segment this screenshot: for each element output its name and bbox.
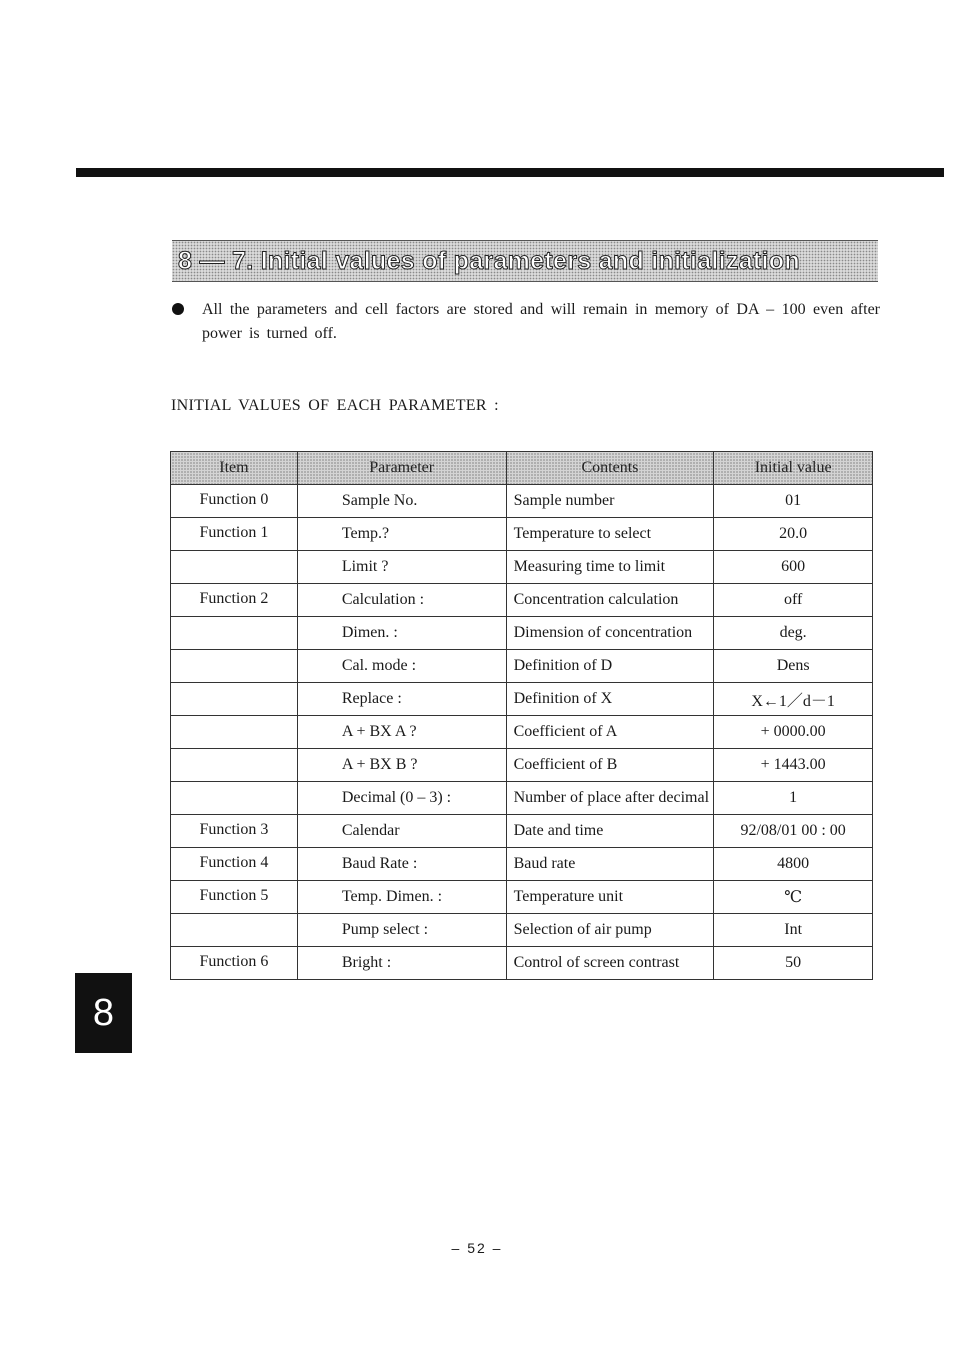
cell-parameter: Calendar <box>297 815 506 848</box>
table-row <box>171 947 873 980</box>
cell-initial-value: 92/08/01 00 : 00 <box>714 815 873 848</box>
cell-parameter: Calculation : <box>297 584 506 617</box>
cell-initial-value: Int <box>714 914 873 947</box>
table-row <box>171 848 873 881</box>
cell-item: Function 2 <box>171 584 298 617</box>
memory-note <box>172 298 880 346</box>
cell-item: Function 3 <box>171 815 298 848</box>
cell-initial-value: + 0000.00 <box>714 716 873 749</box>
cell-initial-value: 600 <box>714 551 873 584</box>
cell-item <box>171 716 298 749</box>
cell-parameter: Bright : <box>297 947 506 980</box>
initial-values-table <box>170 451 873 980</box>
table-row <box>171 518 873 551</box>
cell-parameter: Limit ? <box>297 551 506 584</box>
cell-contents: Temperature unit <box>506 881 714 914</box>
cell-initial-value: 50 <box>714 947 873 980</box>
header-item: Item <box>171 452 298 485</box>
cell-contents: Selection of air pump <box>506 914 714 947</box>
table-row <box>171 782 873 815</box>
cell-initial-value: + 1443.00 <box>714 749 873 782</box>
chapter-tab <box>75 973 132 1053</box>
cell-item: Function 5 <box>171 881 298 914</box>
cell-initial-value: 4800 <box>714 848 873 881</box>
cell-parameter: Sample No. <box>297 485 506 518</box>
memory-note-text: All the parameters and cell factors are stored and will remain in memory of DA – 100 even after power is turned off. <box>202 301 880 342</box>
section-heading-text: 8 — 7. Initial values of parameters and initialization <box>178 246 800 275</box>
cell-initial-value: off <box>714 584 873 617</box>
cell-initial-value: ℃ <box>714 881 873 914</box>
cell-contents: Concentration calculation <box>506 584 714 617</box>
cell-contents: Definition of D <box>506 650 714 683</box>
cell-contents: Measuring time to limit <box>506 551 714 584</box>
cell-contents: Control of screen contrast <box>506 947 714 980</box>
cell-item <box>171 914 298 947</box>
cell-parameter: Baud Rate : <box>297 848 506 881</box>
cell-initial-value: 01 <box>714 485 873 518</box>
cell-parameter: Dimen. : <box>297 617 506 650</box>
cell-initial-value: deg. <box>714 617 873 650</box>
section-heading <box>172 240 878 282</box>
table-row <box>171 650 873 683</box>
cell-contents: Coefficient of A <box>506 716 714 749</box>
cell-initial-value: 20.0 <box>714 518 873 551</box>
table-row <box>171 551 873 584</box>
cell-item: Function 1 <box>171 518 298 551</box>
header-initial-value: Initial value <box>714 452 873 485</box>
cell-contents: Date and time <box>506 815 714 848</box>
cell-initial-value: Dens <box>714 650 873 683</box>
cell-contents: Coefficient of B <box>506 749 714 782</box>
cell-item <box>171 551 298 584</box>
cell-contents: Temperature to select <box>506 518 714 551</box>
cell-item <box>171 683 298 716</box>
cell-item <box>171 650 298 683</box>
cell-item: Function 6 <box>171 947 298 980</box>
table-row <box>171 716 873 749</box>
cell-initial-value: X←1／d－1 <box>714 683 873 716</box>
table-row <box>171 914 873 947</box>
cell-parameter: Decimal (0 – 3) : <box>297 782 506 815</box>
table-caption: INITIAL VALUES OF EACH PARAMETER : <box>171 397 499 414</box>
table-row <box>171 881 873 914</box>
bullet-icon <box>172 303 184 315</box>
header-contents: Contents <box>506 452 714 485</box>
table-body <box>171 485 873 980</box>
cell-parameter: A + BX B ? <box>297 749 506 782</box>
cell-parameter: A + BX A ? <box>297 716 506 749</box>
cell-initial-value: 1 <box>714 782 873 815</box>
cell-parameter: Temp.? <box>297 518 506 551</box>
cell-contents: Number of place after decimal <box>506 782 714 815</box>
cell-parameter: Pump select : <box>297 914 506 947</box>
cell-item: Function 4 <box>171 848 298 881</box>
top-rule <box>76 168 944 177</box>
table-row <box>171 749 873 782</box>
page-number: – 52 – <box>451 1240 503 1256</box>
table-header-row <box>171 452 873 485</box>
chapter-number: 8 <box>92 991 115 1034</box>
cell-contents: Baud rate <box>506 848 714 881</box>
cell-item <box>171 617 298 650</box>
cell-parameter: Cal. mode : <box>297 650 506 683</box>
table-row <box>171 617 873 650</box>
header-parameter: Parameter <box>297 452 506 485</box>
cell-contents: Definition of X <box>506 683 714 716</box>
cell-parameter: Temp. Dimen. : <box>297 881 506 914</box>
cell-item <box>171 749 298 782</box>
table-row <box>171 683 873 716</box>
table-row <box>171 485 873 518</box>
cell-contents: Dimension of concentration <box>506 617 714 650</box>
table-row <box>171 584 873 617</box>
cell-item <box>171 782 298 815</box>
table-row <box>171 815 873 848</box>
cell-parameter: Replace : <box>297 683 506 716</box>
cell-item: Function 0 <box>171 485 298 518</box>
cell-contents: Sample number <box>506 485 714 518</box>
